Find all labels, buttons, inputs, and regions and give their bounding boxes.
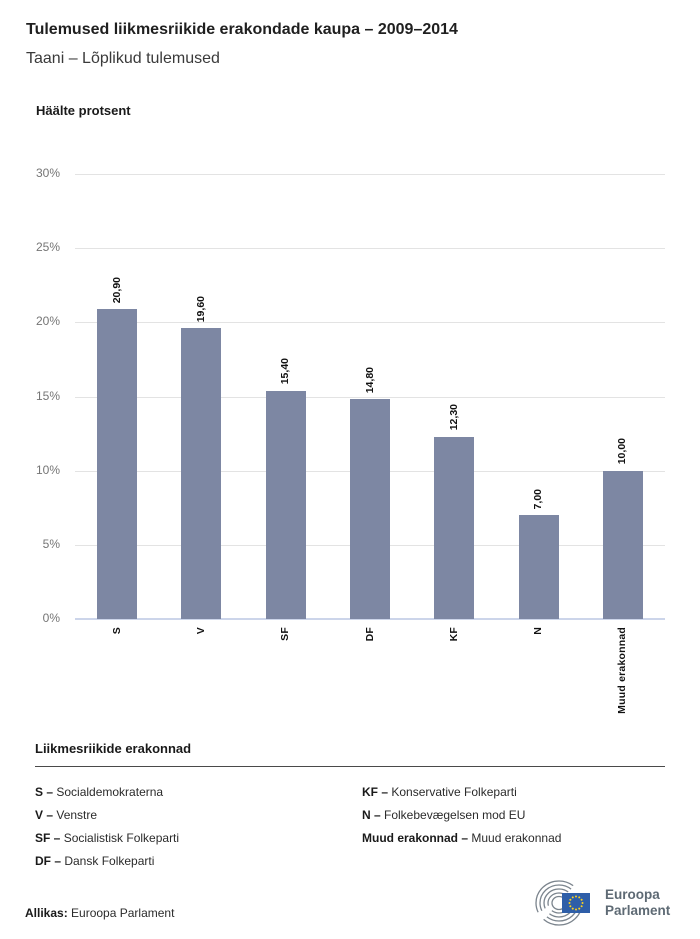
gridline xyxy=(75,322,665,323)
legend-item-name: Socialdemokraterna xyxy=(56,785,164,799)
legend-item xyxy=(35,831,362,846)
bar xyxy=(434,437,474,619)
x-axis-label: SF xyxy=(279,627,292,641)
x-axis-label: KF xyxy=(447,627,460,642)
legend-divider xyxy=(35,766,665,767)
legend-item-name: Venstre xyxy=(56,808,98,822)
legend-item-key: N – xyxy=(362,808,385,822)
legend-item xyxy=(362,808,561,823)
legend-item-name: Socialistisk Folkeparti xyxy=(63,831,180,845)
party-legend xyxy=(35,741,665,869)
legend-item-name: Konservative Folkeparti xyxy=(391,785,517,799)
bar-value-label: 14,80 xyxy=(363,367,376,394)
source-value: Euroopa Parlament xyxy=(71,906,175,920)
bar xyxy=(603,471,643,619)
y-tick-label: 30% xyxy=(35,166,60,180)
bar xyxy=(350,399,390,619)
bar-value-label: 20,90 xyxy=(110,276,123,303)
bar-value-label: 15,40 xyxy=(279,358,292,385)
legend-column-1 xyxy=(35,785,362,869)
legend-item-key: Muud erakonnad – xyxy=(362,831,472,845)
x-axis-label: V xyxy=(194,627,207,635)
page-title: Tulemused liikmesriikide erakondade kaupa – 2009–2014 xyxy=(26,21,458,38)
legend-item-name: Dansk Folkeparti xyxy=(64,854,155,868)
legend-item-name: Folkebevægelsen mod EU xyxy=(384,808,526,822)
bar xyxy=(519,515,559,619)
legend-column-2 xyxy=(362,785,561,869)
eu-parliament-logo xyxy=(532,879,670,927)
bar-value-label: 7,00 xyxy=(532,488,545,510)
legend-item xyxy=(35,808,362,823)
x-axis-label: N xyxy=(532,627,545,635)
gridline xyxy=(75,174,665,175)
y-tick-label: 0% xyxy=(42,611,60,625)
bar xyxy=(97,309,137,619)
y-tick-label: 20% xyxy=(35,314,60,329)
y-axis-title: Häälte protsent xyxy=(36,103,131,118)
legend-columns xyxy=(35,785,665,869)
bar xyxy=(266,391,306,619)
logo-text-line1: Euroopa xyxy=(605,887,660,903)
page-subtitle: Taani – Lõplikud tulemused xyxy=(26,50,220,67)
legend-item xyxy=(362,785,561,800)
bar xyxy=(181,328,221,619)
legend-item-name: Muud erakonnad xyxy=(471,831,562,845)
legend-item-key: S – xyxy=(35,785,57,799)
x-axis-label: Muud erakonnad xyxy=(616,627,629,714)
bar-value-label: 10,00 xyxy=(616,438,629,465)
source-line xyxy=(25,906,174,920)
gridline xyxy=(75,397,665,398)
legend-item-key: V – xyxy=(35,808,57,822)
legend-item-key: KF – xyxy=(362,785,392,799)
x-axis-label: S xyxy=(110,627,123,635)
gridline xyxy=(75,248,665,249)
legend-item-key: SF – xyxy=(35,831,64,845)
y-tick-label: 15% xyxy=(35,388,60,403)
eu-flag-icon xyxy=(562,893,590,913)
source-label: Allikas: xyxy=(25,906,68,920)
logo-text-line2: Parlament xyxy=(605,903,671,918)
legend-item xyxy=(35,785,362,800)
hemicycle-icon xyxy=(532,879,596,927)
legend-item xyxy=(362,831,561,846)
bar-value-label: 19,60 xyxy=(194,296,207,323)
legend-item-key: DF – xyxy=(35,854,65,868)
y-tick-label: 10% xyxy=(35,462,60,477)
y-tick-label: 5% xyxy=(42,536,60,551)
bar-value-label: 12,30 xyxy=(447,404,460,431)
legend-item xyxy=(35,854,362,869)
legend-title: Liikmesriikide erakonnad xyxy=(35,741,192,756)
logo-text xyxy=(605,887,670,918)
y-tick-label: 25% xyxy=(35,240,60,255)
x-axis-label: DF xyxy=(363,627,376,642)
